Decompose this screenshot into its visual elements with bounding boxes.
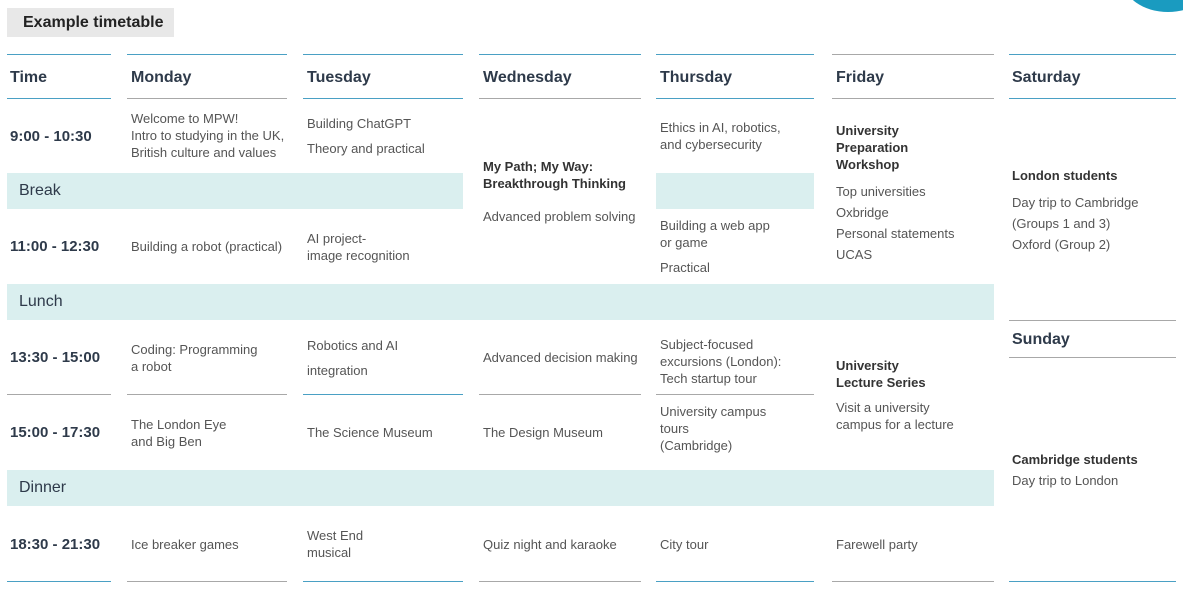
sun-header-rule [1009, 357, 1176, 358]
wednesday-slot-1: My Path; My Way: Breakthrough Thinking [483, 159, 626, 191]
tuesday-slot-4: The Science Museum [307, 425, 433, 440]
bottom-rule-tue [303, 581, 463, 582]
header-rule-sat [1009, 98, 1176, 99]
top-rule-time [7, 54, 111, 55]
tuesday-slot-3a: Robotics and AI [307, 338, 399, 353]
sunday-title: Cambridge students [1012, 452, 1138, 467]
break-band-thursday [656, 173, 814, 209]
bottom-rule-thu [656, 581, 814, 582]
top-rule-wed [479, 54, 641, 55]
header-thursday: Thursday [660, 69, 733, 86]
row-rule-3-time [7, 394, 111, 395]
time-slot-2: 11:00 - 12:30 [10, 238, 100, 255]
thursday-slot-5: City tour [660, 537, 709, 552]
saturday-items: Day trip to Cambridge (Groups 1 and 3) Oxford (Group 2) [1012, 195, 1139, 252]
row-rule-3-wed [479, 394, 641, 395]
row-rule-3-tue [303, 394, 463, 395]
bottom-rule-fri [832, 581, 994, 582]
friday-workshop-title: University Preparation Workshop [836, 123, 909, 172]
header-rule-time [7, 98, 111, 99]
tuesday-slot-1b: Theory and practical [307, 141, 425, 156]
thursday-slot-1: Ethics in AI, robotics, and cybersecurity [660, 120, 781, 152]
friday-lecture-body: Visit a university campus for a lecture [836, 400, 954, 432]
wednesday-slot-5: Quiz night and karaoke [483, 537, 617, 552]
monday-slot-5: Ice breaker games [131, 537, 239, 552]
header-rule-thu [656, 98, 814, 99]
monday-slot-3: Coding: Programming a robot [131, 342, 258, 374]
thursday-slot-2a: Building a web app or game [660, 218, 770, 250]
break-label: Break [19, 182, 61, 199]
tuesday-slot-3b: integration [307, 363, 368, 378]
tuesday-slot-2: AI project- image recognition [307, 231, 410, 263]
top-rule-thu [656, 54, 814, 55]
monday-slot-1: Welcome to MPW! Intro to studying in the UK, British culture and values [131, 111, 285, 160]
lunch-band [7, 284, 994, 320]
header-tuesday: Tuesday [307, 69, 371, 86]
top-rule-fri [832, 54, 994, 55]
timetable-title: Example timetable [7, 8, 174, 37]
header-time: Time [10, 69, 48, 86]
header-rule-tue [303, 98, 463, 99]
time-slot-5: 18:30 - 21:30 [10, 536, 101, 553]
bottom-rule-mon [127, 581, 287, 582]
tuesday-slot-5: West End musical [307, 528, 364, 560]
thursday-slot-2b: Practical [660, 260, 710, 275]
monday-slot-4: The London Eye and Big Ben [131, 417, 227, 449]
thursday-slot-3: Subject-focused excursions (London): Tech startup tour [660, 337, 782, 386]
header-monday: Monday [131, 69, 192, 86]
row-rule-3-mon [127, 394, 287, 395]
bottom-rule-time [7, 581, 111, 582]
friday-slot-5: Farewell party [836, 537, 918, 552]
bottom-rule-wed [479, 581, 641, 582]
header-wednesday: Wednesday [483, 69, 572, 86]
row-rule-3-thu [656, 394, 814, 395]
friday-lecture-title: University Lecture Series [836, 358, 926, 390]
bottom-rule-sat [1009, 581, 1176, 582]
header-saturday: Saturday [1012, 69, 1081, 86]
dinner-label: Dinner [19, 479, 67, 496]
top-rule-tue [303, 54, 463, 55]
header-rule-fri [832, 98, 994, 99]
break-band [7, 173, 463, 209]
header-friday: Friday [836, 69, 885, 86]
saturday-title: London students [1012, 168, 1118, 183]
top-rule-mon [127, 54, 287, 55]
wednesday-slot-3: Advanced decision making [483, 350, 638, 365]
dinner-band [7, 470, 994, 506]
header-rule-mon [127, 98, 287, 99]
header-sunday: Sunday [1012, 331, 1070, 348]
corner-decoration [1123, 0, 1183, 12]
tuesday-slot-1a: Building ChatGPT [307, 116, 412, 131]
wednesday-slot-2: Advanced problem solving [483, 209, 636, 224]
time-slot-3: 13:30 - 15:00 [10, 349, 101, 366]
sat-sun-divider [1009, 320, 1176, 321]
thursday-slot-4: University campus tours (Cambridge) [660, 404, 767, 453]
time-slot-1: 9:00 - 10:30 [10, 128, 92, 145]
monday-slot-2: Building a robot (practical) [131, 239, 283, 254]
header-rule-wed [479, 98, 641, 99]
sunday-body: Day trip to London [1012, 473, 1119, 488]
wednesday-slot-4: The Design Museum [483, 425, 603, 440]
lunch-label: Lunch [19, 293, 63, 310]
friday-workshop-items: Top universities Oxbridge Personal statements UCAS [836, 184, 955, 262]
top-rule-sat [1009, 54, 1176, 55]
time-slot-4: 15:00 - 17:30 [10, 424, 101, 441]
